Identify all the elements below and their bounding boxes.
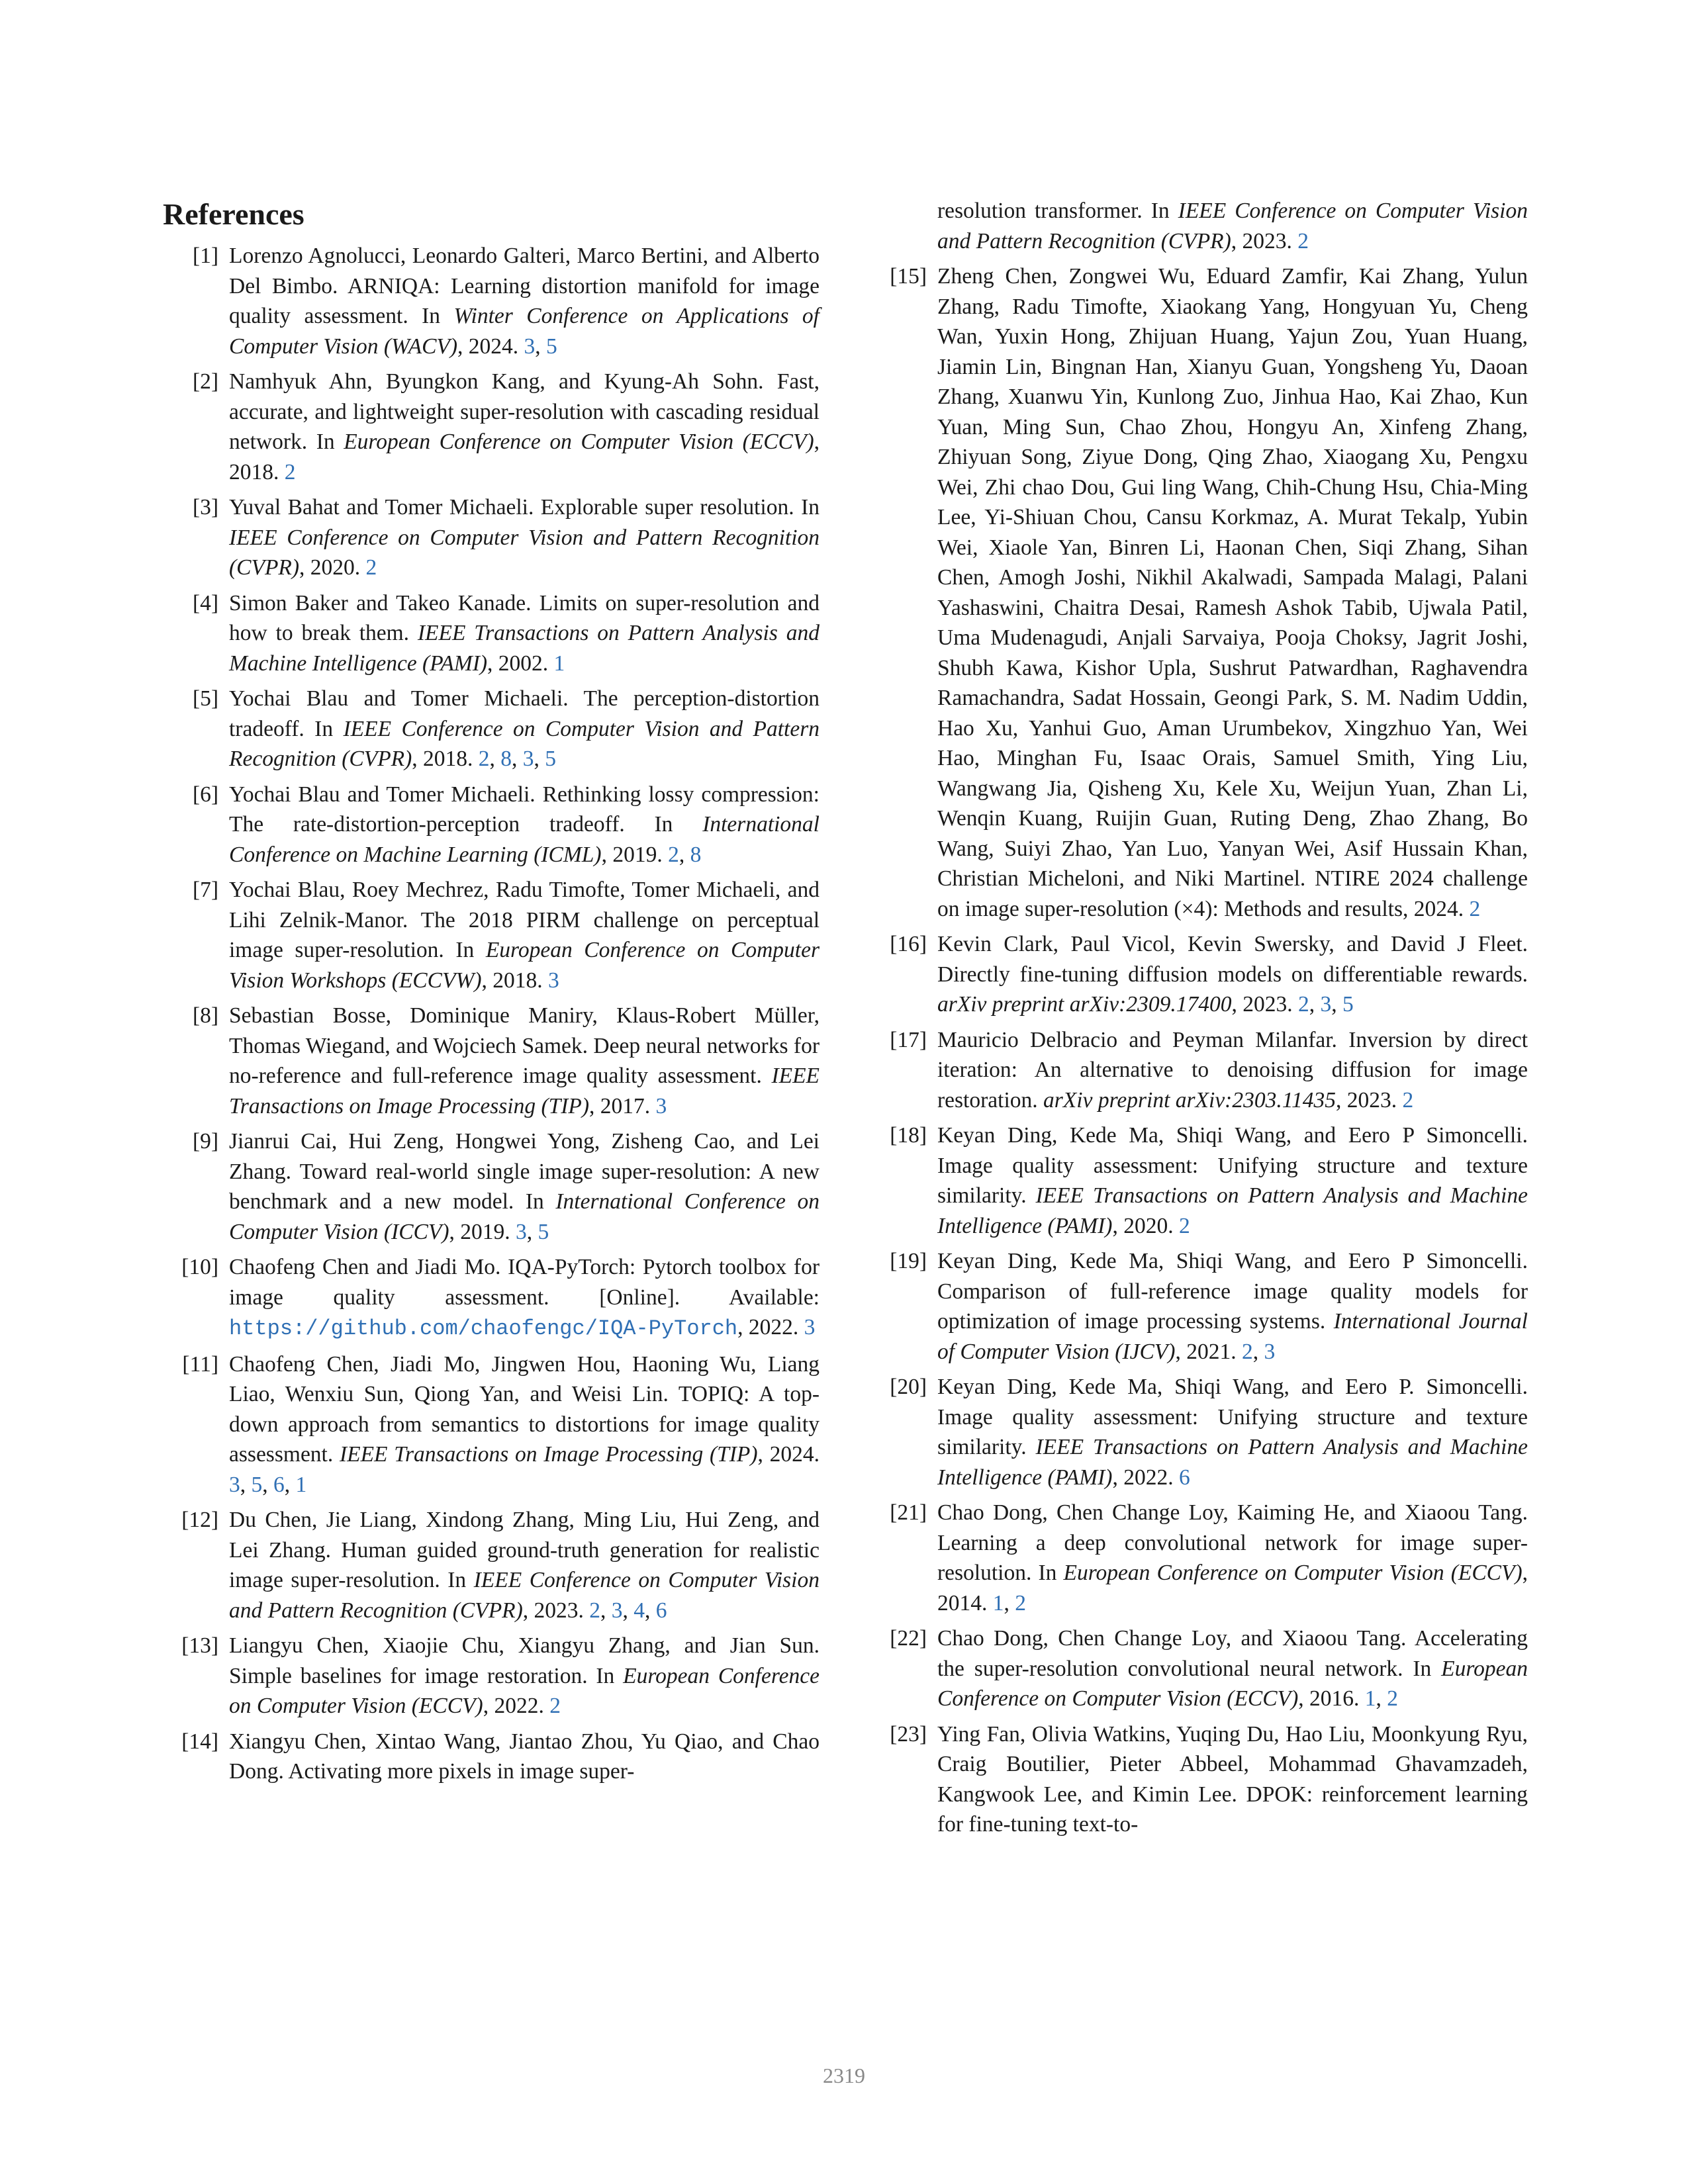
ref-year: , 2002.	[487, 651, 554, 676]
ref-venue: IEEE Transactions on Pattern Analysis and Machine Intelligence (PAMI)	[937, 1435, 1528, 1490]
page-link[interactable]: 5	[545, 747, 557, 771]
ref-body: Yochai Blau and Tomer Michaeli. Rethinking lossy compression: The rate-distortion-perception tradeoff. In International Conference on Machine Learning (ICML), 2019. 2, 8	[229, 782, 820, 867]
reference-item	[163, 1727, 820, 1787]
ref-year: , 2024.	[457, 334, 524, 359]
right-column	[871, 196, 1528, 1845]
reference-item	[871, 1623, 1528, 1714]
ref-year: , 2021.	[1175, 1339, 1242, 1364]
ref-year: , 2020.	[299, 555, 366, 580]
ref-number: [4]	[192, 590, 218, 615]
ref-body	[229, 495, 820, 580]
ref-body	[937, 1028, 1528, 1113]
ref-body: Chao Dong, Chen Change Loy, and Xiaoou Tang. Accelerating the super-resolution convolutional neural network. In European Conference on Computer Vision (ECCV), 2016. 1, 2	[937, 1626, 1528, 1711]
ref-text: Chaofeng Chen, Jiadi Mo, Jingwen Hou, Haoning Wu, Liang Liao, Wenxiu Sun, Qiong Yan, and Weisi Lin. TOPIQ: A top-down approach from semantics to distortions for image quality assessment.	[229, 1351, 820, 1467]
page-link[interactable]: 6	[655, 1598, 667, 1623]
ref-year: , 2023.	[1231, 992, 1298, 1017]
page-link[interactable]: 3	[655, 1093, 667, 1118]
ref-venue: European Conference on Computer Vision (ECCV)	[937, 1656, 1528, 1711]
page-link[interactable]: 2	[1297, 992, 1309, 1017]
ref-text: Keyan Ding, Kede Ma, Shiqi Wang, and Eero P. Simoncelli. Image quality assessment: Unifying structure and texture similarity.	[937, 1375, 1528, 1459]
ref-number: [18]	[890, 1123, 927, 1148]
ref-venue: European Conference on Computer Vision (ECCV)	[229, 1663, 820, 1718]
ref-body: Chaofeng Chen, Jiadi Mo, Jingwen Hou, Haoning Wu, Liang Liao, Wenxiu Sun, Qiong Yan, and Weisi Lin. TOPIQ: A top-down approach from semantics to distortions for image quality assessment. IEEE Transactions on Image Processing (TIP), 2024. 3, 5, 6, 1	[229, 1351, 820, 1497]
ref-number: [7]	[192, 878, 218, 902]
ref-venue: IEEE Transactions on Image Processing (TIP)	[229, 1064, 820, 1118]
ref-number: [21]	[890, 1500, 927, 1525]
ref-number: [19]	[890, 1249, 927, 1273]
reference-item	[163, 780, 820, 870]
reference-item	[163, 684, 820, 774]
ref-number: [10]	[181, 1255, 218, 1279]
ref-year: , 2023.	[1335, 1087, 1403, 1113]
ref-year: , 2024.	[757, 1442, 820, 1467]
ref-venue: International Conference on Machine Learning (ICML)	[229, 812, 820, 867]
page-link[interactable]: 3	[548, 968, 559, 993]
page-link[interactable]: 1	[295, 1472, 307, 1497]
page-link[interactable]: 3	[229, 1472, 240, 1497]
ref-text: Chaofeng Chen and Jiadi Mo. IQA-PyTorch: Pytorch toolbox for image quality assessment. [Online]. Available:	[229, 1255, 820, 1310]
ref-venue: European Conference on Computer Vision (ECCV)	[1063, 1561, 1523, 1585]
ref-venue: IEEE Transactions on Image Processing (TIP)	[339, 1442, 758, 1467]
ref-number: [16]	[890, 932, 927, 956]
page-link[interactable]: 2	[1297, 228, 1309, 253]
ref-text: Yochai Blau and Tomer Michaeli. The perception-distortion tradeoff. In	[229, 686, 820, 741]
page-link[interactable]: 2	[1178, 1213, 1190, 1238]
ref-text: Yochai Blau and Tomer Michaeli. Rethinking lossy compression: The rate-distortion-perception tradeoff. In	[229, 782, 820, 837]
reference-item	[163, 1252, 820, 1344]
ref-text: Zheng Chen, Zongwei Wu, Eduard Zamfir, Kai Zhang, Yulun Zhang, Radu Timofte, Xiaokang Yang, Hongyuan Yu, Cheng Wan, Yuxin Hong, Zhijuan Huang, Yajun Zou, Yuan Huang, Jiamin Lin, Bingnan Han, Xianyu Guan, Yongsheng Yu, Daoan Zhang, Xuanwu Yin, Kunlong Zuo, Jinhua Hao, Kai Zhao, Kun Yuan, Ming Sun, Chao Zhou, Hongyu An, Xinfeng Zhang, Zhiyuan Song, Ziyue Dong, Qing Zhao, Xiaogang Xu, Pengxu Wei, Zhi chao Dou, Gui ling Wang, Chih-Chung Hsu, Chia-Ming Lee, Yi-Shiuan Chou, Cansu Korkmaz, A. Murat Tekalp, Yubin Wei, Xiaole Yan, Binren Li, Haonan Chen, Siqi Zhang, Sihan Chen, Amogh Joshi, Nikhil Akalwadi, Sampada Malagi, Palani Yashaswini, Chaitra Desai, Ramesh Ashok Tabib, Ujwala Patil, Uma Mudenagudi, Anjali Sarvaiya, Pooja Choksy, Jagrit Joshi, Shubh Kawa, Kishor Upla, Sushrut Patwardhan, Raghavendra Ramachandra, Sadat Hossain, Geongi Park, S. M. Nadim Uddin, Hao Xu, Yanhui Guo, Aman Urumbekov, Xingzhuo Yan, Wei Hao, Minghan Fu, Isaac Orais, Samuel Smith, Ying Liu, Wangwang Jia, Qisheng Xu, Kele Xu, Weijun Yuan, Zhan Li, Wenqin Kuang, Ruijin Guan, Ruting Deng, Zhao Zhang, Bo Wang, Suiyi Zhao, Yan Luo, Yanyan Wei, Asif Hussain Khan, Christian Micheloni, and Niki Martinel. NTIRE 2024 challenge on image super-resolution (×4): Methods and results,	[937, 264, 1528, 921]
reference-item	[871, 1372, 1528, 1492]
page-link[interactable]: 3	[804, 1315, 816, 1340]
ref-year: , 2016.	[1298, 1686, 1365, 1711]
ref-body: Kevin Clark, Paul Vicol, Kevin Swersky, and David J Fleet. Directly fine-tuning diffusion models on differentiable rewards. arXiv preprint arXiv:2309.17400, 2023. 2, 3, 5	[937, 932, 1528, 1017]
ref-text: Xiangyu Chen, Xintao Wang, Jiantao Zhou, Yu Qiao, and Chao Dong. Activating more pixels in image super-	[229, 1729, 820, 1784]
ref-body: Du Chen, Jie Liang, Xindong Zhang, Ming Liu, Hui Zeng, and Lei Zhang. Human guided ground-truth generation for realistic image super-resolution. In IEEE Conference on Computer Vision and Pattern Recognition (CVPR), 2023. 2, 3, 4, 6	[229, 1508, 820, 1623]
ref-body: Yochai Blau and Tomer Michaeli. The perception-distortion tradeoff. In IEEE Conference on Computer Vision and Pattern Recognition (CVPR), 2018. 2, 8, 3, 5	[229, 686, 820, 771]
ref-number: [15]	[890, 264, 927, 289]
ref-venue: IEEE Transactions on Pattern Analysis and Machine Intelligence (PAMI)	[937, 1183, 1528, 1238]
page-link[interactable]: 1	[553, 651, 565, 676]
ref-number: [6]	[192, 782, 218, 807]
ref-number: [1]	[192, 244, 218, 268]
ref-body: Keyan Ding, Kede Ma, Shiqi Wang, and Eero P Simoncelli. Comparison of full-reference image quality models for optimization of image processing systems. International Journal of Computer Vision (IJCV), 2021. 2, 3	[937, 1249, 1528, 1364]
ref-venue: Winter Conference on Applications of Computer Vision (WACV)	[229, 304, 820, 359]
page-link[interactable]: 3	[1320, 992, 1332, 1017]
ref-year: , 2020.	[1112, 1213, 1179, 1238]
reference-item	[871, 929, 1528, 1020]
ref-text: Sebastian Bosse, Dominique Maniry, Klaus-Robert Müller, Thomas Wiegand, and Wojciech Samek. Deep neural networks for no-reference and full-reference image quality assessment.	[229, 1003, 820, 1088]
page-link[interactable]: 3	[516, 1219, 527, 1244]
reference-continuation	[871, 196, 1528, 256]
page-link[interactable]: 2	[589, 1598, 601, 1623]
page-link[interactable]: 8	[500, 747, 512, 771]
ref-text: Keyan Ding, Kede Ma, Shiqi Wang, and Eero P Simoncelli. Comparison of full-reference image quality models for optimization of image processing systems.	[937, 1249, 1528, 1334]
ref-body	[937, 1123, 1528, 1238]
page-link[interactable]: 3	[1264, 1339, 1276, 1364]
ref-number: [20]	[890, 1375, 927, 1399]
reference-item	[871, 1498, 1528, 1618]
ref-year: , 2014.	[937, 1561, 1528, 1615]
page-number: 2319	[823, 2064, 865, 2087]
page-link[interactable]: 5	[251, 1472, 263, 1497]
page-link[interactable]: 5	[1342, 992, 1354, 1017]
ref-text: Chao Dong, Chen Change Loy, Kaiming He, and Xiaoou Tang. Learning a deep convolutional network for image super-resolution. In	[937, 1500, 1528, 1585]
reference-item	[163, 875, 820, 995]
ref-number: [13]	[181, 1633, 218, 1658]
ref-venue: International Journal of Computer Vision (IJCV)	[937, 1309, 1528, 1364]
ref-year: 2024.	[1413, 896, 1470, 921]
ref-body	[229, 878, 820, 993]
page-link[interactable]: 2	[1402, 1087, 1414, 1113]
page-link[interactable]: 5	[546, 334, 557, 359]
page-link[interactable]: 2	[1387, 1686, 1398, 1711]
ref-body	[229, 1729, 820, 1784]
reference-item	[163, 1505, 820, 1625]
ref-number: [12]	[181, 1508, 218, 1532]
page-link[interactable]: 2	[1241, 1339, 1253, 1364]
page-link[interactable]: 3	[611, 1598, 623, 1623]
ref-year: , 2018.	[229, 430, 820, 484]
ref-year: , 2023.	[1231, 228, 1298, 253]
ref-venue: IEEE Conference on Computer Vision and Pattern Recognition (CVPR)	[229, 525, 820, 580]
ref-venue: arXiv preprint arXiv:2309.17400	[937, 992, 1232, 1017]
ref-year: , 2018.	[412, 747, 479, 771]
ref-body: Chao Dong, Chen Change Loy, Kaiming He, and Xiaoou Tang. Learning a deep convolutional network for image super-resolution. In European Conference on Computer Vision (ECCV), 2014. 1, 2	[937, 1500, 1528, 1615]
ref-number: [8]	[192, 1003, 218, 1028]
ref-number: [5]	[192, 686, 218, 711]
ref-number: [9]	[192, 1129, 218, 1154]
ref-venue: IEEE Conference on Computer Vision and Pattern Recognition (CVPR)	[937, 199, 1528, 253]
ref-url-link[interactable]: https://github.com/chaofengc/IQA-PyTorch	[229, 1316, 738, 1341]
ref-year: , 2022.	[737, 1315, 804, 1340]
reference-item	[871, 1719, 1528, 1840]
ref-body	[229, 369, 820, 484]
ref-text: Ying Fan, Olivia Watkins, Yuqing Du, Hao Liu, Moonkyung Ryu, Craig Boutilier, Pieter Abbeel, Mohammad Ghavamzadeh, Kangwook Lee, and Kimin Lee. DPOK: reinforcement learning for fine-tuning text-to-	[937, 1721, 1528, 1837]
ref-number: [23]	[890, 1721, 927, 1747]
ref-year: , 2022.	[483, 1694, 550, 1718]
ref-number: [22]	[890, 1626, 927, 1651]
ref-body	[937, 1375, 1528, 1490]
ref-year: , 2018.	[481, 968, 549, 993]
page-link[interactable]: 2	[365, 555, 377, 580]
ref-venue: International Conference on Computer Vision (ICCV)	[229, 1189, 820, 1244]
reference-item	[163, 367, 820, 487]
references-heading: References	[163, 197, 305, 231]
reference-item	[871, 1025, 1528, 1116]
ref-text: Du Chen, Jie Liang, Xindong Zhang, Ming Liu, Hui Zeng, and Lei Zhang. Human guided ground-truth generation for realistic image super-resolution. In	[229, 1508, 820, 1592]
reference-item	[163, 1001, 820, 1121]
ref-number: [17]	[890, 1027, 927, 1052]
ref-text: Chao Dong, Chen Change Loy, and Xiaoou Tang. Accelerating the super-resolution convolutional neural network. In	[937, 1626, 1528, 1681]
page-link[interactable]: 2	[478, 747, 490, 771]
ref-number: [11]	[182, 1351, 218, 1377]
left-column	[163, 196, 820, 1792]
ref-body	[229, 591, 820, 676]
ref-venue: IEEE Conference on Computer Vision and Pattern Recognition (CVPR)	[229, 1568, 820, 1623]
reference-item	[163, 1349, 820, 1500]
ref-body	[229, 1255, 820, 1340]
page-link[interactable]: 2	[1469, 896, 1481, 921]
reference-list-left	[163, 241, 820, 1787]
reference-item	[871, 261, 1528, 924]
ref-text: Kevin Clark, Paul Vicol, Kevin Swersky, and David J Fleet. Directly fine-tuning diffusion models on differentiable rewards.	[937, 932, 1528, 987]
ref-venue: IEEE Transactions on Pattern Analysis and Machine Intelligence (PAMI)	[229, 621, 820, 676]
ref-body	[937, 1722, 1528, 1837]
ref-text: Liangyu Chen, Xiaojie Chu, Xiangyu Zhang, and Jian Sun. Simple baselines for image restoration. In	[229, 1633, 820, 1688]
ref-text: Yuval Bahat and Tomer Michaeli. Explorable super resolution. In	[229, 495, 820, 520]
ref-body	[229, 1633, 820, 1718]
reference-item	[163, 588, 820, 679]
page-link[interactable]: 6	[1178, 1465, 1190, 1490]
page-link[interactable]: 5	[538, 1219, 549, 1244]
page-link[interactable]: 2	[1015, 1590, 1026, 1615]
ref-year: , 2023.	[522, 1598, 590, 1623]
page-link[interactable]: 4	[633, 1598, 645, 1623]
page-link[interactable]: 8	[690, 842, 702, 867]
ref-text: Namhyuk Ahn, Byungkon Kang, and Kyung-Ah Sohn. Fast, accurate, and lightweight super-resolution with cascading residual network. In	[229, 369, 820, 454]
reference-item	[163, 241, 820, 361]
ref-venue: European Conference on Computer Vision (ECCV)	[344, 430, 814, 454]
reference-item	[163, 1631, 820, 1721]
ref-year: , 2017.	[589, 1093, 656, 1118]
ref-text: Simon Baker and Takeo Kanade. Limits on super-resolution and how to break them.	[229, 590, 820, 645]
page-link[interactable]: 2	[549, 1694, 561, 1718]
ref-body: Lorenzo Agnolucci, Leonardo Galteri, Marco Bertini, and Alberto Del Bimbo. ARNIQA: Learning distortion manifold for image quality assessment. In Winter Conference on Applications of Computer Vision (WACV), 2024. 3, 5	[229, 244, 820, 359]
ref-body	[937, 264, 1528, 921]
ref-year: , 2019.	[601, 842, 669, 867]
ref-number: [2]	[192, 369, 218, 394]
page-link[interactable]: 1	[992, 1590, 1004, 1615]
reference-item	[163, 1126, 820, 1247]
ref-text: resolution transformer. In	[937, 199, 1178, 223]
page-link[interactable]: 3	[522, 747, 534, 771]
reference-item	[871, 1246, 1528, 1367]
ref-venue: IEEE Conference on Computer Vision and Pattern Recognition (CVPR)	[229, 716, 820, 771]
ref-venue: European Conference on Computer Vision Workshops (ECCVW)	[229, 938, 820, 993]
ref-body: Jianrui Cai, Hui Zeng, Hongwei Yong, Zisheng Cao, and Lei Zhang. Toward real-world single image super-resolution: A new benchmark and a new model. In International Conference on Computer Vision (ICCV), 2019. 3, 5	[229, 1129, 820, 1244]
page-link[interactable]: 2	[284, 459, 296, 484]
ref-text: Mauricio Delbracio and Peyman Milanfar. Inversion by direct iteration: An alternative to denoising diffusion for image restoration.	[937, 1027, 1528, 1113]
page-link[interactable]: 3	[524, 334, 536, 359]
ref-text: Yochai Blau, Roey Mechrez, Radu Timofte, Tomer Michaeli, and Lihi Zelnik-Manor. The 2018 PIRM challenge on perceptual image super-resolution. In	[229, 878, 820, 962]
ref-number: [14]	[181, 1729, 218, 1754]
ref-year: , 2019.	[449, 1219, 516, 1244]
ref-venue: arXiv preprint arXiv:2303.11435	[1043, 1087, 1336, 1113]
ref-body	[229, 1003, 820, 1118]
page-link[interactable]: 6	[273, 1472, 285, 1497]
ref-year: , 2022.	[1112, 1465, 1179, 1490]
ref-text: Lorenzo Agnolucci, Leonardo Galteri, Marco Bertini, and Alberto Del Bimbo. ARNIQA: Learning distortion manifold for image quality assessment. In	[229, 244, 820, 328]
reference-item	[871, 1120, 1528, 1241]
reference-item	[163, 492, 820, 583]
reference-list-right	[871, 261, 1528, 1840]
page-link[interactable]: 1	[1364, 1686, 1376, 1711]
ref-text: Jianrui Cai, Hui Zeng, Hongwei Yong, Zisheng Cao, and Lei Zhang. Toward real-world single image super-resolution: A new benchmark and a new model. In	[229, 1129, 820, 1214]
ref-number: [3]	[192, 495, 218, 520]
page-link[interactable]: 2	[668, 842, 679, 867]
ref-text: Keyan Ding, Kede Ma, Shiqi Wang, and Eero P Simoncelli. Image quality assessment: Unifying structure and texture similarity.	[937, 1123, 1528, 1208]
